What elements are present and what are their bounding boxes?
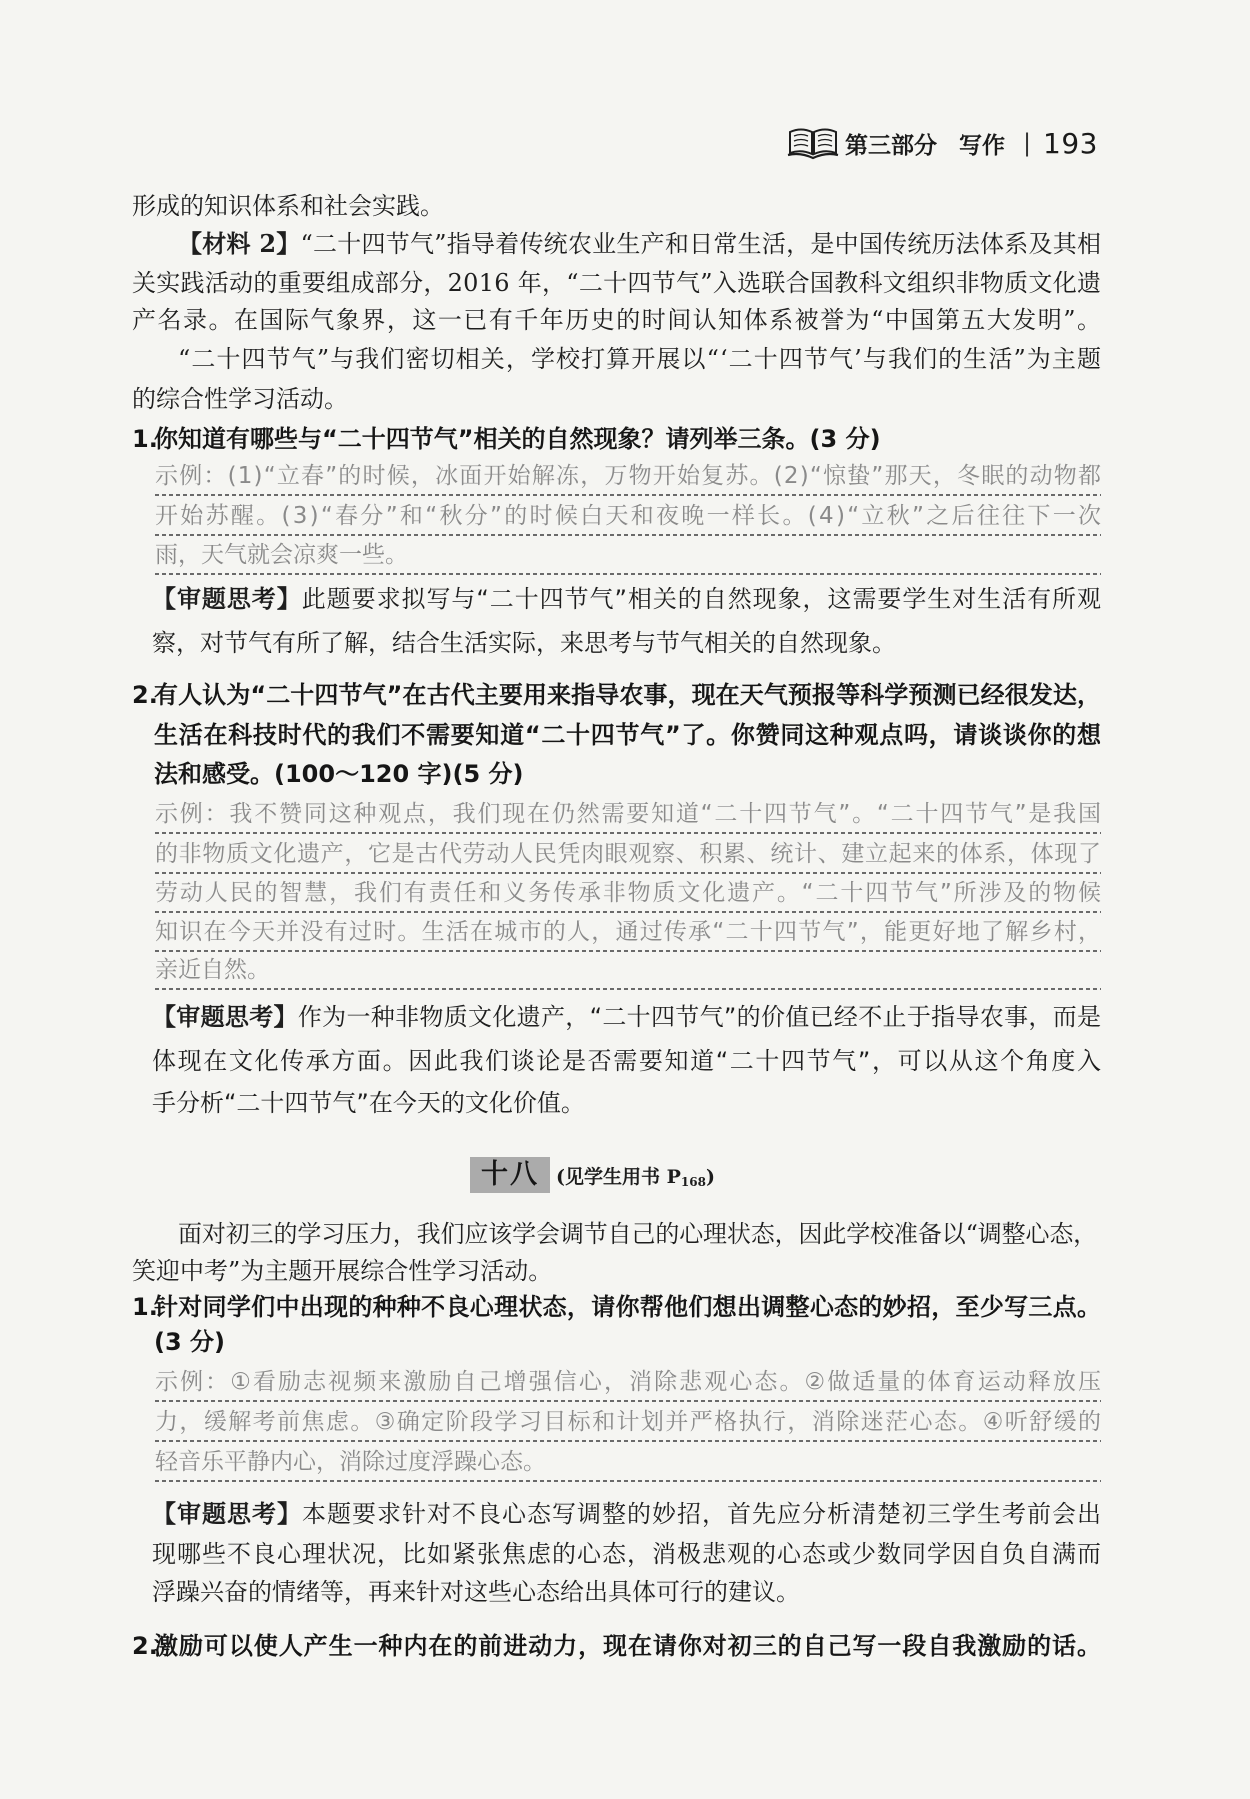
intro-line: 的综合性学习活动。: [132, 385, 348, 413]
material-line: 关实践活动的重要组成部分，2016 年，“二十四节气”入选联合国教科文组织非物质文化遗: [132, 269, 1102, 297]
analysis-line: 察，对节气有所了解，结合生活实际，来思考与节气相关的自然现象。: [152, 629, 896, 657]
page-header: [787, 124, 1098, 162]
question-line: 你知道有哪些与“二十四节气”相关的自然现象？请列举三条。(3 分): [154, 425, 881, 453]
answer-line: 亲近自然。: [155, 950, 1101, 990]
analysis-line: 【审题思考】本题要求针对不良心态写调整的妙招，首先应分析清楚初三学生考前会出: [152, 1500, 1102, 1528]
question-line: 法和感受。(100～120 字)(5 分): [154, 760, 524, 788]
answer-line: 示例：①看励志视频来激励自己增强信心，消除悲观心态。②做适量的体育运动释放压: [155, 1362, 1101, 1402]
analysis-line: 现哪些不良心理状况，比如紧张焦虑的心态，消极悲观的心态或少数同学因自负自满而: [152, 1540, 1102, 1568]
question-number: 1.: [132, 1293, 158, 1321]
section-heading: [470, 1157, 715, 1193]
answer-line: 知识在今天并没有过时。生活在城市的人，通过传承“二十四节气”，能更好地了解乡村，: [155, 912, 1101, 952]
analysis-label: 【审题思考】: [152, 1500, 302, 1528]
answer-line: 轻音乐平静内心，消除过度浮躁心态。: [155, 1442, 1101, 1482]
answer-line: 力，缓解考前焦虑。③确定阶段学习目标和计划并严格执行，消除迷茫心态。④听舒缓的: [155, 1402, 1101, 1442]
question-number: 2.: [132, 681, 158, 709]
analysis-line: 体现在文化传承方面。因此我们谈论是否需要知道“二十四节气”，可以从这个角度入: [152, 1047, 1103, 1075]
part-title: 第三部分: [844, 132, 937, 159]
answer-line: 示例：(1)“立春”的时候，冰面开始解冻，万物开始复苏。(2)“惊蛰”那天，冬眠的动物都: [155, 456, 1101, 496]
intro-line: “二十四节气”与我们密切相关，学校打算开展以“‘二十四节气’与我们的生活”为主题: [178, 345, 1103, 373]
answer-line: 的非物质文化遗产，它是古代劳动人民凭肉眼观察、积累、统计、建立起来的体系，体现了: [155, 834, 1101, 874]
question-line: 生活在科技时代的我们不需要知道“二十四节气”了。你赞同这种观点吗，请谈谈你的想: [154, 721, 1102, 749]
analysis-line: 浮躁兴奋的情绪等，再来针对这些心态给出具体可行的建议。: [152, 1578, 800, 1606]
question-line: 针对同学们中出现的种种不良心理状态，请你帮他们想出调整心态的妙招，至少写三点。: [154, 1293, 1102, 1321]
analysis-label: 【审题思考】: [152, 585, 302, 613]
answer-line: 开始苏醒。(3)“春分”和“秋分”的时候白天和夜晚一样长。(4)“立秋”之后往往下一次: [155, 496, 1101, 536]
section-number: 十八: [470, 1157, 550, 1193]
material-line: 【材料 2】“二十四节气”指导着传统农业生产和日常生活，是中国传统历法体系及其相: [178, 229, 1102, 258]
analysis-label: 【审题思考】: [152, 1003, 298, 1031]
intro-line: 笑迎中考”为主题开展综合性学习活动。: [132, 1257, 553, 1285]
material-line: 产名录。在国际气象界，这一已有千年历史的时间认知体系被誉为“中国第五大发明”。: [132, 306, 1103, 334]
analysis-line: 【审题思考】作为一种非物质文化遗产，“二十四节气”的价值已经不止于指导农事，而是: [152, 1003, 1102, 1031]
question-line: (3 分): [154, 1328, 225, 1356]
answer-line: 示例：我不赞同这种观点，我们现在仍然需要知道“二十四节气”。“二十四节气”是我国: [155, 794, 1101, 834]
material-line: 形成的知识体系和社会实践。: [132, 192, 444, 220]
header-separator: |: [1022, 129, 1032, 157]
section-reference: (见学生用书 $P_{168}$): [556, 1165, 715, 1189]
question-number: 2.: [132, 1632, 158, 1660]
material-label: 【材料 2】: [178, 229, 301, 258]
question-number: 1.: [132, 425, 158, 453]
question-line: 有人认为“二十四节气”在古代主要用来指导农事，现在天气预报等科学预测已经很发达，: [154, 681, 1102, 709]
answer-line: 劳动人民的智慧，我们有责任和义务传承非物质文化遗产。“二十四节气”所涉及的物候: [155, 873, 1101, 913]
page-number: 193: [1043, 126, 1098, 160]
analysis-line: 手分析“二十四节气”在今天的文化价值。: [152, 1089, 585, 1117]
chapter-title: 写作: [958, 132, 1005, 159]
intro-line: 面对初三的学习压力，我们应该学会调节自己的心理状态，因此学校准备以“调整心态，: [178, 1220, 1098, 1248]
answer-line: 雨，天气就会凉爽一些。: [155, 535, 1101, 575]
analysis-line: 【审题思考】此题要求拟写与“二十四节气”相关的自然现象，这需要学生对生活有所观: [152, 585, 1102, 613]
book-icon: [787, 126, 839, 160]
question-line: 激励可以使人产生一种内在的前进动力，现在请你对初三的自己写一段自我激励的话。: [154, 1632, 1102, 1660]
